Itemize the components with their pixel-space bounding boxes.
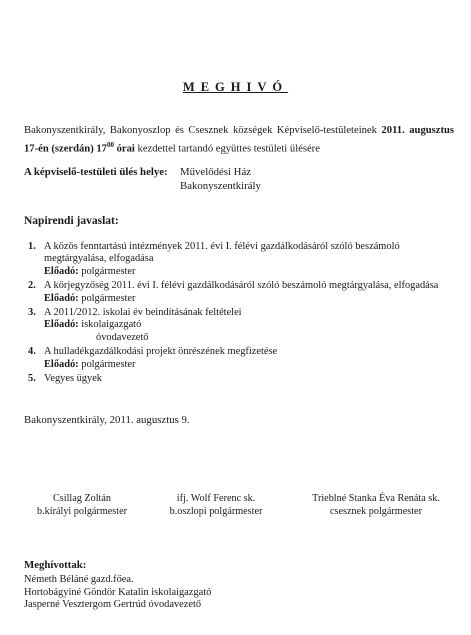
intro-text-end: kezdettel tartandó együttes testületi ülésére xyxy=(134,143,320,155)
place-line-1: Művelődési Ház xyxy=(180,166,252,178)
intro-time-word: órai xyxy=(113,143,135,155)
signatory-name: Csillag Zoltán xyxy=(52,493,111,504)
agenda-text: A közös fenntartású intézmények 2011. évi I. félévi gazdálkodásáról szóló beszámoló megtárgyalása, elfogadása xyxy=(44,241,400,265)
invited-item: Hortobágyiné Göndör Katalin iskolaigazgató xyxy=(24,586,212,598)
date-line: Bakonyszentkirály, 2011. augusztus 9. xyxy=(24,414,190,426)
agenda-number: 2. xyxy=(28,280,36,292)
invited-list xyxy=(24,574,211,612)
document-title: MEGHIVÓ xyxy=(182,80,289,94)
intro-paragraph xyxy=(24,123,454,157)
intro-text: Bakonyszentkirály, Bakonyoszlop és Csesznek községek Képviselő-testületeinek xyxy=(24,125,382,136)
signatory-3 xyxy=(292,492,460,518)
agenda-text: A hulladékgazdálkodási projekt önrészének megfizetése xyxy=(44,346,278,358)
agenda-number: 3. xyxy=(28,307,36,319)
signatory-name: ifj. Wolf Ferenc sk. xyxy=(176,493,256,504)
presenter: iskolaigazgató xyxy=(78,319,142,331)
agenda-text: A körjegyzőség 2011. évi I. félévi gazdálkodásáról szóló beszámoló megtárgyalása, elfogadása xyxy=(44,280,439,292)
agenda-item xyxy=(24,346,454,371)
signatory-2 xyxy=(148,492,284,518)
agenda-text: A 2011/2012. iskolai év beindításának feltételei xyxy=(44,307,242,319)
presenter: polgármester xyxy=(78,265,136,277)
agenda-item xyxy=(24,307,454,344)
presenter-label: Előadó: xyxy=(44,319,79,331)
place-label: A képviselő-testületi ülés helye: xyxy=(24,166,168,178)
presenter: polgármester xyxy=(78,358,136,370)
signatory-role: csesznek polgármester xyxy=(330,506,422,517)
presenter-label: Előadó: xyxy=(44,292,79,304)
invited-item: Németh Béláné gazd.főea. xyxy=(24,574,134,585)
agenda-heading: Napirendi javaslat: xyxy=(24,215,119,227)
signatory-1 xyxy=(12,492,152,518)
presenter-label: Előadó: xyxy=(44,358,79,370)
signatory-role: b.királyi polgármester xyxy=(37,506,127,517)
agenda-text: Vegyes ügyek xyxy=(44,373,102,385)
invited-heading: Meghívottak: xyxy=(24,559,87,571)
intro-time-sup: 00 xyxy=(106,141,114,149)
agenda-item xyxy=(24,373,454,385)
invited-item: Jasperné Vesztergom Gertrúd óvodavezető xyxy=(24,599,202,611)
agenda-item xyxy=(24,241,454,278)
signatory-name: Trieblné Stanka Éva Renáta sk. xyxy=(312,493,440,504)
meeting-place xyxy=(24,165,261,192)
agenda-item xyxy=(24,280,454,305)
agenda-list xyxy=(24,241,454,387)
agenda-number: 4. xyxy=(28,346,36,358)
presenter-label: Előadó: xyxy=(44,265,79,277)
presenter: polgármester xyxy=(78,292,136,304)
agenda-number: 5. xyxy=(28,373,36,385)
place-line-2: Bakonyszentkirály xyxy=(180,180,261,192)
agenda-number: 1. xyxy=(28,241,36,252)
intro-date: 2011. augusztus 17-én (szerdán) 17 xyxy=(24,125,454,155)
signatory-role: b.oszlopi polgármester xyxy=(169,506,263,517)
presenter-extra: óvodavezető xyxy=(96,331,149,343)
